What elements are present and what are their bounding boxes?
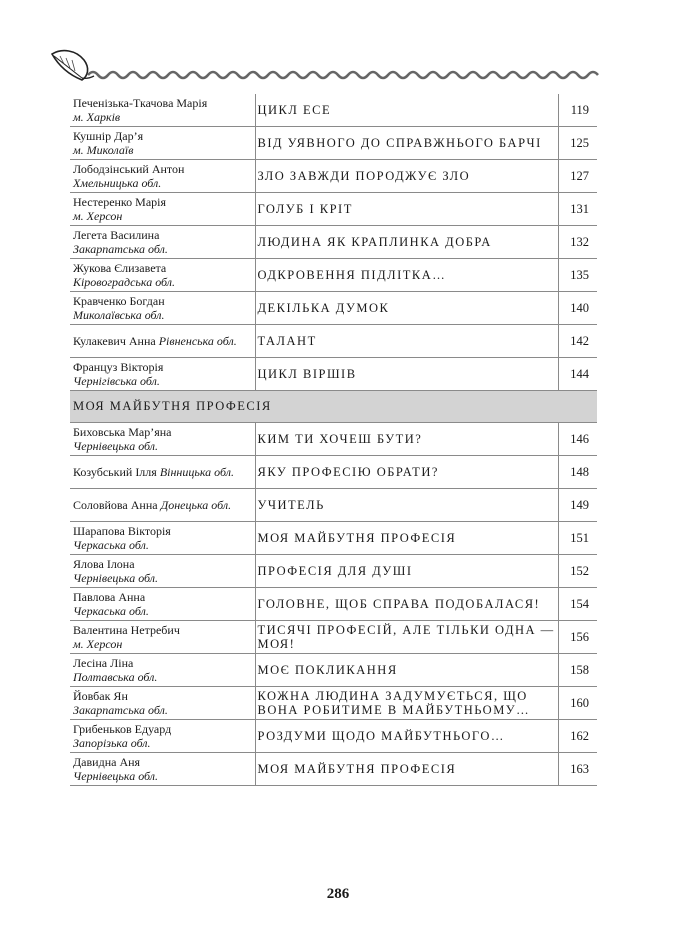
table-row [70, 358, 597, 391]
author-place: Чернівецька обл. [73, 571, 159, 585]
author-name: Француз Вікторія [73, 360, 164, 374]
page-ref: 119 [558, 94, 597, 127]
work-title: ЦИКЛ ВІРШІВ [255, 358, 558, 391]
author-place: Чернівецька обл. [73, 769, 159, 783]
table-row [70, 423, 597, 456]
table-row [70, 489, 597, 522]
work-title: МОЄ ПОКЛИКАННЯ [255, 654, 558, 687]
section-title: МОЯ МАЙБУТНЯ ПРОФЕСІЯ [70, 391, 597, 423]
wave-line [88, 72, 598, 78]
work-title: ТИСЯЧІ ПРОФЕСІЙ, АЛЕ ТІЛЬКИ ОДНА — МОЯ! [255, 621, 558, 654]
author-name: Шарапова Вікторія [73, 524, 171, 538]
page-ref: 135 [558, 259, 597, 292]
author-cell [70, 621, 255, 654]
table-row [70, 325, 597, 358]
work-title: ГОЛУБ І КРІТ [255, 193, 558, 226]
author-cell [70, 94, 255, 127]
page-ref: 127 [558, 160, 597, 193]
author-place: Запорізька обл. [73, 736, 151, 750]
author-name: Кравченко Богдан [73, 294, 165, 308]
page-ref: 131 [558, 193, 597, 226]
table-row [70, 555, 597, 588]
author-cell [70, 555, 255, 588]
author-cell [70, 259, 255, 292]
table-row [70, 588, 597, 621]
author-name: Грибеньков Едуард [73, 722, 172, 736]
page-ref: 158 [558, 654, 597, 687]
table-row [70, 456, 597, 489]
feather-icon [52, 51, 94, 80]
author-name: Биховська Мар’яна [73, 425, 172, 439]
page-ref: 160 [558, 687, 597, 720]
author-place: Чернівецька обл. [73, 439, 159, 453]
author-place: м. Миколаїв [73, 143, 134, 157]
author-cell [70, 753, 255, 786]
contents-group-2 [70, 423, 597, 786]
work-title: КОЖНА ЛЮДИНА ЗАДУМУЄТЬСЯ, ЩО ВОНА РОБИТИМЕ В МАЙБУТНЬОМУ… [255, 687, 558, 720]
table-row [70, 226, 597, 259]
author-cell [70, 489, 255, 522]
author-name: Кулакевич Анна [73, 334, 156, 348]
page-ref: 125 [558, 127, 597, 160]
work-title: ТАЛАНТ [255, 325, 558, 358]
page-number: 286 [326, 886, 350, 902]
author-place: Кіровоградська обл. [73, 275, 176, 289]
page-ref: 140 [558, 292, 597, 325]
table-row [70, 621, 597, 654]
author-name: Ялова Ілона [73, 557, 135, 571]
work-title: ПРОФЕСІЯ ДЛЯ ДУШІ [255, 555, 558, 588]
page-ref: 148 [558, 456, 597, 489]
table-row [70, 259, 597, 292]
author-cell [70, 720, 255, 753]
author-place: Вінницька обл. [159, 465, 234, 479]
work-title: КИМ ТИ ХОЧЕШ БУТИ? [255, 423, 558, 456]
author-cell [70, 423, 255, 456]
author-name: Давидна Аня [73, 755, 141, 769]
author-name: Павлова Анна [73, 590, 146, 604]
author-cell [70, 522, 255, 555]
page-ref: 149 [558, 489, 597, 522]
table-row [70, 522, 597, 555]
author-place: Закарпатська обл. [73, 242, 168, 256]
author-place: м. Херсон [73, 209, 123, 223]
page-ref: 163 [558, 753, 597, 786]
table-row [70, 720, 597, 753]
author-cell [70, 456, 255, 489]
author-cell [70, 292, 255, 325]
table-row [70, 127, 597, 160]
author-place: Черкаська обл. [73, 604, 149, 618]
contents-table [70, 94, 597, 786]
table-row [70, 94, 597, 127]
author-name: Йовбак Ян [73, 689, 128, 703]
author-name: Соловйова Анна [73, 498, 158, 512]
work-title: ЦИКЛ ЕСЕ [255, 94, 558, 127]
page-ref: 152 [558, 555, 597, 588]
table-row [70, 687, 597, 720]
author-cell [70, 358, 255, 391]
page-ref: 154 [558, 588, 597, 621]
page-ref: 151 [558, 522, 597, 555]
work-title: РОЗДУМИ ЩОДО МАЙБУТНЬОГО… [255, 720, 558, 753]
contents-group-1 [70, 94, 597, 391]
author-name: Лободзінський Антон [73, 162, 185, 176]
author-name: Лесіна Ліна [73, 656, 134, 670]
table-row [70, 292, 597, 325]
page-ref: 146 [558, 423, 597, 456]
table-row [70, 193, 597, 226]
author-cell [70, 325, 255, 358]
author-name: Кушнір Дар’я [73, 129, 144, 143]
page-ref: 142 [558, 325, 597, 358]
author-place: Миколаївська обл. [73, 308, 165, 322]
work-title: ОДКРОВЕННЯ ПІДЛІТКА… [255, 259, 558, 292]
work-title: ВІД УЯВНОГО ДО СПРАВЖНЬОГО БАРЧІ [255, 127, 558, 160]
author-place: Рівненська обл. [158, 334, 237, 348]
work-title: МОЯ МАЙБУТНЯ ПРОФЕСІЯ [255, 522, 558, 555]
author-place: м. Харків [73, 110, 121, 124]
author-cell [70, 654, 255, 687]
page-ref: 132 [558, 226, 597, 259]
work-title: МОЯ МАЙБУТНЯ ПРОФЕСІЯ [255, 753, 558, 786]
author-name: Нестеренко Марія [73, 195, 167, 209]
table-row [70, 654, 597, 687]
author-place: Донецька обл. [160, 498, 232, 512]
work-title: УЧИТЕЛЬ [255, 489, 558, 522]
author-cell [70, 226, 255, 259]
author-place: Полтавська обл. [73, 670, 158, 684]
author-place: Черкаська обл. [73, 538, 149, 552]
page-ref: 162 [558, 720, 597, 753]
author-name: Козубський Ілля [73, 465, 157, 479]
author-cell [70, 127, 255, 160]
work-title: ЛЮДИНА ЯК КРАПЛИНКА ДОБРА [255, 226, 558, 259]
author-name: Печенізька-Ткачова Марія [73, 96, 208, 110]
author-cell [70, 160, 255, 193]
work-title: ГОЛОВНЕ, ЩОБ СПРАВА ПОДОБАЛАСЯ! [255, 588, 558, 621]
author-place: Закарпатська обл. [73, 703, 168, 717]
author-name: Легета Василина [73, 228, 160, 242]
author-place: Чернігівська обл. [73, 374, 160, 388]
work-title: ЗЛО ЗАВЖДИ ПОРОДЖУЄ ЗЛО [255, 160, 558, 193]
table-row [70, 753, 597, 786]
author-cell [70, 687, 255, 720]
work-title: ЯКУ ПРОФЕСІЮ ОБРАТИ? [255, 456, 558, 489]
author-cell [70, 193, 255, 226]
page-ref: 156 [558, 621, 597, 654]
feather-wave-ornament [48, 46, 600, 84]
work-title: ДЕКІЛЬКА ДУМОК [255, 292, 558, 325]
author-place: м. Херсон [73, 637, 123, 651]
section-header-group [70, 391, 597, 423]
author-name: Валентина Нетребич [73, 623, 180, 637]
author-name: Жукова Єлизавета [73, 261, 167, 275]
page-ref: 144 [558, 358, 597, 391]
author-place: Хмельницька обл. [73, 176, 162, 190]
table-row [70, 160, 597, 193]
author-cell [70, 588, 255, 621]
section-row [70, 391, 597, 423]
